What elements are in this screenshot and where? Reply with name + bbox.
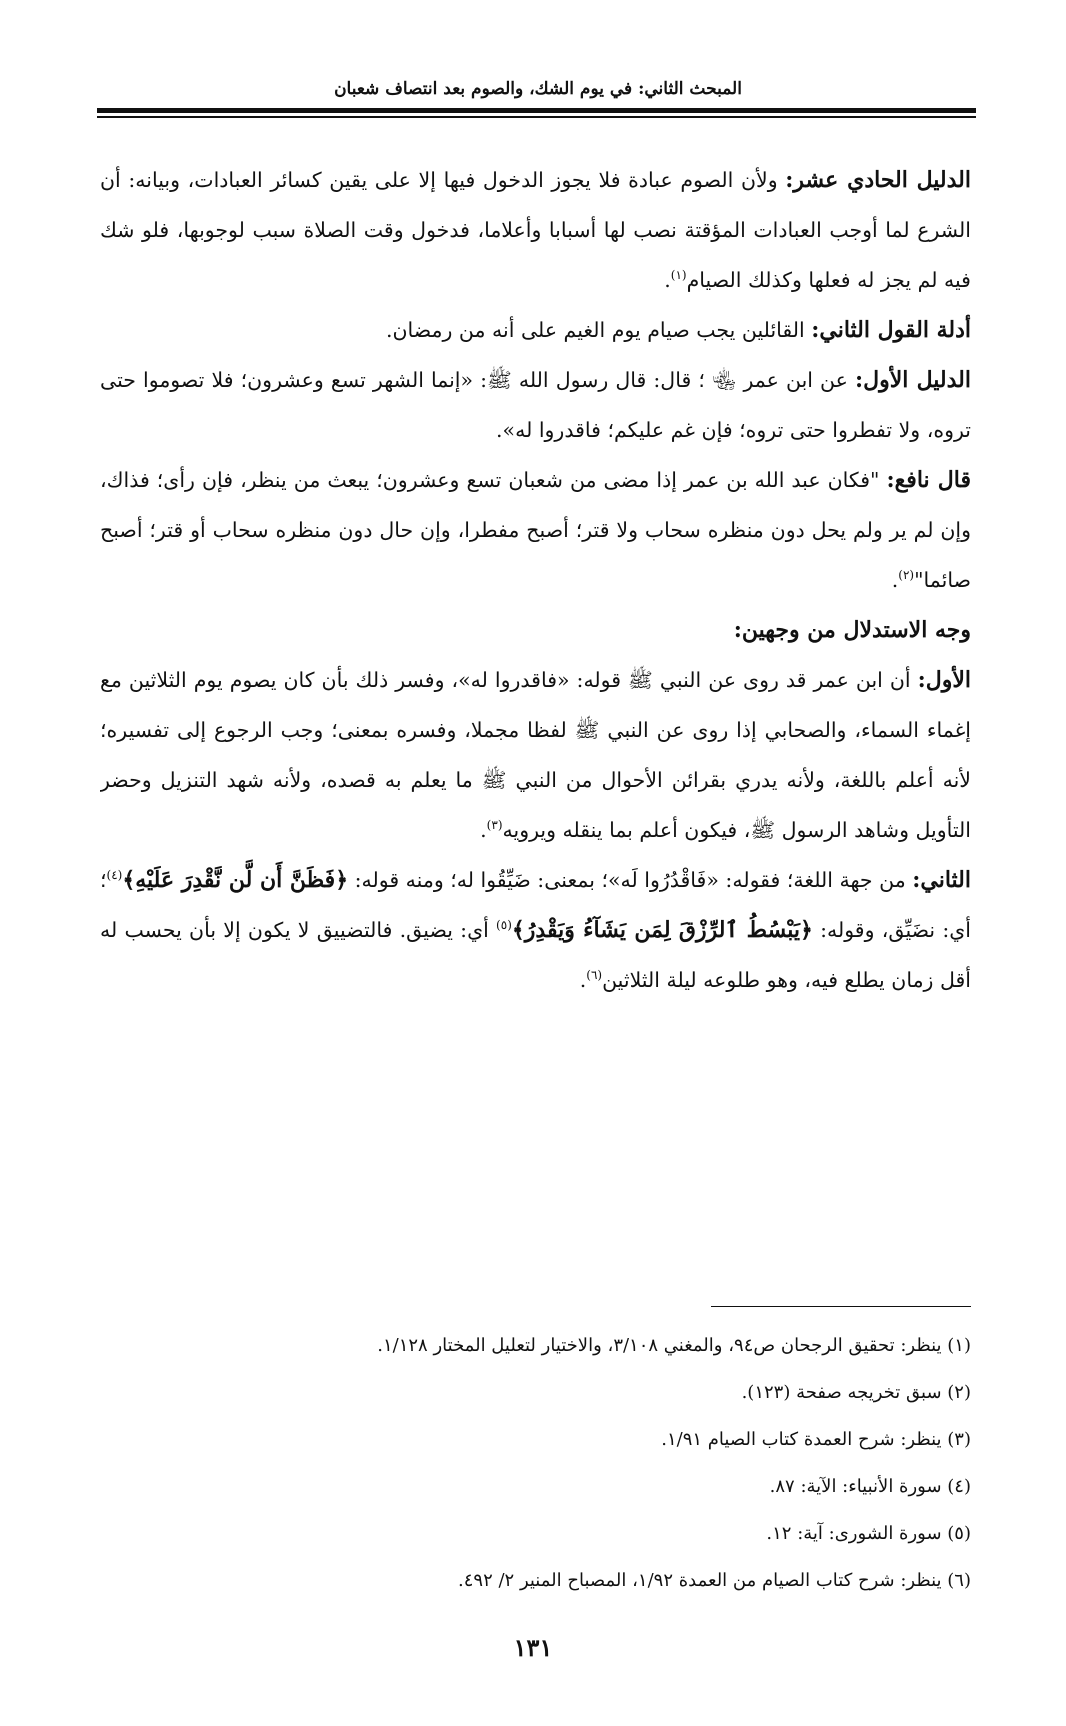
paragraph-text: القائلين يجب صيام يوم الغيم على أنه من رمضان. xyxy=(385,318,812,342)
quran-verse: ﴿يَبْسُطُ ٱلرِّزْقَ لِمَن يَشَآءُ وَيَقْدِرُ﴾ xyxy=(511,917,813,943)
paragraph-tail: . xyxy=(664,268,671,292)
paragraph-tail: . xyxy=(480,818,487,842)
paragraph-first-aspect xyxy=(100,655,971,855)
section-heading: وجه الاستدلال من وجهين: xyxy=(733,617,971,643)
paragraph-lead: الدليل الحادي عشر: xyxy=(785,167,971,193)
paragraph-lead: أدلة القول الثاني: xyxy=(811,317,971,343)
footnote-5: (٥) سورة الشورى: آية: ١٢. xyxy=(766,1523,971,1544)
paragraph-second-opinion xyxy=(100,305,971,355)
paragraph-nafi xyxy=(100,455,971,605)
footnote-4: (٤) سورة الأنبياء: الآية: ٨٧. xyxy=(769,1476,971,1497)
paragraph-text: ولأن الصوم عبادة فلا يجوز الدخول فيها إلا على يقين كسائر العبادات، وبيانه: أن الشرع لما أوجب العبادات المؤقتة نصب لها أسبابا وأعلاما، فدخول وقت الصلاة سبب لوجوبها، فلو شك فيه لم يجز له فعلها وكذلك الصيام xyxy=(100,168,971,292)
header-rule-thick xyxy=(97,108,976,113)
footnote-separator xyxy=(711,1306,971,1307)
paragraph-evidence-eleven xyxy=(100,155,971,305)
paragraph-text: عن ابن عمر ﵄ ؛ قال: قال رسول الله ﷺ: «إنما الشهر تسع وعشرون؛ فلا تصوموا حتى تروه، ولا تفطروا حتى تروه؛ فإن غم عليكم؛ فاقدروا له». xyxy=(100,368,971,442)
paragraph-first-evidence xyxy=(100,355,971,455)
paragraph-text: من جهة اللغة؛ فقوله: «فَاقْدُرُوا لَه»؛ بمعنى: ضَيِّقُوا له؛ ومنه قوله: xyxy=(348,868,913,892)
paragraph-lead: قال نافع: xyxy=(886,467,971,493)
paragraph-lead: الثاني: xyxy=(912,867,971,893)
footnote-ref: (٦) xyxy=(586,968,603,983)
paragraph-text: "فكان عبد الله بن عمر إذا مضى من شعبان تسع وعشرون؛ يبعث من ينظر، فإن رأى؛ فذاك، وإن لم ير ولم يحل دون منظره سحاب ولا قتر؛ أصبح مفطرا، وإن حال دون منظره سحاب أو قتر؛ أصبح صائما" xyxy=(100,468,971,592)
paragraph-text: أي: يضيق. فالتضييق لا يكون إلا بأن يحسب له أقل زمان يطلع فيه، وهو طلوعه ليلة الثلاثين xyxy=(100,918,971,992)
paragraph-tail: . xyxy=(579,968,587,992)
paragraph-tail: . xyxy=(891,568,899,592)
footnote-ref: (٥) xyxy=(496,918,512,933)
paragraph-lead: الدليل الأول: xyxy=(855,367,971,393)
running-header: المبحث الثاني: في يوم الشك، والصوم بعد انتصاف شعبان xyxy=(334,79,742,99)
footnote-ref: (١) xyxy=(670,268,687,283)
footnote-3: (٣) ينظر: شرح العمدة كتاب الصيام ١/٩١. xyxy=(661,1429,971,1450)
footnote-1: (١) ينظر: تحقيق الرجحان ص٩٤، والمغني ٣/١٠٨، والاختيار لتعليل المختار ١/١٢٨. xyxy=(377,1335,971,1356)
footnote-ref: (٢) xyxy=(898,568,915,583)
quran-verse: ﴿فَظَنَّ أَن لَّن نَّقْدِرَ عَلَيْهِ﴾ xyxy=(122,867,349,893)
paragraph-text: أن ابن عمر قد روى عن النبي ﷺ قوله: «فاقدروا له»، وفسر ذلك بأن كان يصوم يوم الثلاثين مع إغماء السماء، والصحابي إذا روى عن النبي ﷺ لفظا مجملا، وفسره بمعنى؛ وجب الرجوع إلى تفسيره؛ لأنه أعلم باللغة، ولأنه يدري بقرائن الأحوال من النبي ﷺ ما يعلم به قصده، ولأنه شهد التنزيل وحضر التأويل وشاهد الرسول ﷺ، فيكون أعلم بما ينقله ويرويه xyxy=(100,668,971,842)
footnotes xyxy=(100,1322,971,1622)
paragraph-second-aspect xyxy=(100,855,971,1005)
footnote-2: (٢) سبق تخريجه صفحة (١٢٣). xyxy=(741,1382,971,1403)
header-rule-thin xyxy=(97,116,976,118)
footnote-ref: (٤) xyxy=(106,868,123,883)
footnote-6: (٦) ينظر: شرح كتاب الصيام من العمدة ١/٩٢، المصباح المنير ٢/ ٤٩٢. xyxy=(458,1570,971,1591)
body-text xyxy=(100,155,971,1205)
paragraph-lead: الأول: xyxy=(917,667,971,693)
footnote-ref: (٣) xyxy=(486,818,503,833)
paragraph-text: ؛ أي: نضَيِّق، وقوله: xyxy=(100,868,971,942)
page-number: ١٣١ xyxy=(513,1633,553,1662)
